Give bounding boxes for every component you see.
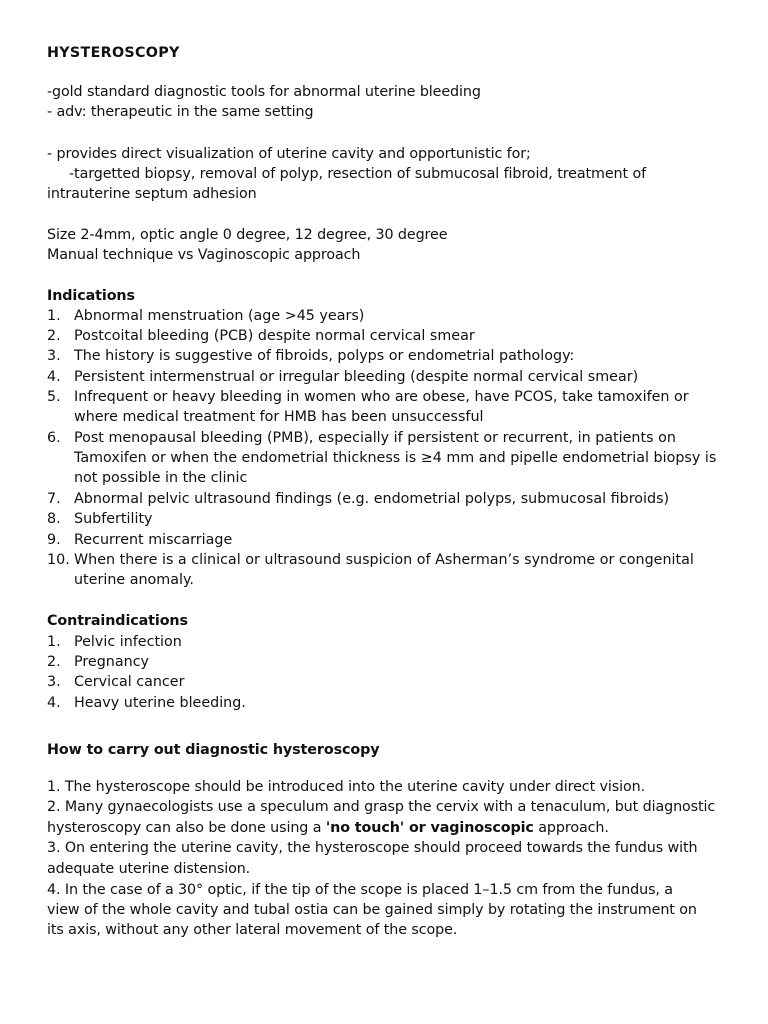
list-item-number: 3. [47,348,61,364]
howto-p2-text-pre: hysteroscopy can also be done using a [47,820,326,836]
howto-p2-text-post: approach. [533,820,609,836]
list-item: Pregnancy [74,654,150,670]
list-item-continuation: Tamoxifen or when the endometrial thickness is ≥4 mm and pipelle endometrial biopsy is [74,450,717,466]
list-item: Subfertility [74,511,153,527]
document-title: HYSTEROSCOPY [47,45,180,61]
list-item: Post menopausal bleeding (PMB), especially if persistent or recurrent, in patients on [74,430,676,446]
list-item: The history is suggestive of fibroids, polyps or endometrial pathology: [74,348,575,364]
contraindications-heading: Contraindications [47,613,188,629]
list-item: When there is a clinical or ultrasound suspicion of Asherman’s syndrome or congenital [74,552,694,568]
list-item: Abnormal pelvic ultrasound findings (e.g. endometrial polyps, submucosal fibroids) [74,491,670,507]
list-item: Pelvic infection [74,634,182,650]
list-item-number: 10. [47,552,70,568]
indications-heading: Indications [47,288,135,304]
intro-line-3: - provides direct visualization of uterine cavity and opportunistic for; [47,146,531,162]
list-item-number: 2. [47,328,61,344]
list-item: Infrequent or heavy bleeding in women who are obese, have PCOS, take tamoxifen or [74,389,689,405]
howto-paragraph-3-line-1: 3. On entering the uterine cavity, the hysteroscope should proceed towards the fundus with [47,840,698,856]
intro-line-7: Manual technique vs Vaginoscopic approach [47,247,361,263]
list-item-number: 2. [47,654,61,670]
list-item-number: 6. [47,430,61,446]
list-item: Cervical cancer [74,674,185,690]
howto-paragraph-4-line-2: view of the whole cavity and tubal ostia can be gained simply by rotating the instrument on [47,902,697,918]
howto-paragraph-1: 1. The hysteroscope should be introduced into the uterine cavity under direct vision. [47,779,646,795]
list-item-number: 4. [47,369,61,385]
list-item-continuation: not possible in the clinic [74,470,248,486]
howto-p2-text-bold: 'no touch' or vaginoscopic [325,820,534,836]
intro-line-2: - adv: therapeutic in the same setting [47,104,314,120]
list-item-number: 1. [47,308,61,324]
list-item-number: 7. [47,491,61,507]
list-item: Postcoital bleeding (PCB) despite normal cervical smear [74,328,475,344]
intro-line-4: -targetted biopsy, removal of polyp, resection of submucosal fibroid, treatment of [69,166,647,182]
howto-paragraph-2-line-2 [47,818,609,838]
howto-paragraph-4-line-1: 4. In the case of a 30° optic, if the tip of the scope is placed 1–1.5 cm from the fundus, a [47,882,673,898]
list-item-number: 3. [47,674,61,690]
list-item-number: 9. [47,532,61,548]
list-item-continuation: where medical treatment for HMB has been unsuccessful [74,409,484,425]
list-item: Recurrent miscarriage [74,532,233,548]
howto-heading: How to carry out diagnostic hysteroscopy [47,742,380,758]
list-item: Abnormal menstruation (age >45 years) [74,308,365,324]
intro-line-6: Size 2-4mm, optic angle 0 degree, 12 degree, 30 degree [47,227,448,243]
list-item-number: 4. [47,695,61,711]
intro-line-5: intrauterine septum adhesion [47,186,257,202]
list-item-number: 5. [47,389,61,405]
howto-paragraph-4-line-3: its axis, without any other lateral movement of the scope. [47,922,458,938]
list-item-number: 1. [47,634,61,650]
list-item: Persistent intermenstrual or irregular bleeding (despite normal cervical smear) [74,369,639,385]
howto-paragraph-3-line-2: adequate uterine distension. [47,861,251,877]
list-item-number: 8. [47,511,61,527]
list-item: Heavy uterine bleeding. [74,695,246,711]
howto-paragraph-2-line-1: 2. Many gynaecologists use a speculum and grasp the cervix with a tenaculum, but diagnostic [47,799,716,815]
intro-line-1: -gold standard diagnostic tools for abnormal uterine bleeding [47,84,481,100]
list-item-continuation: uterine anomaly. [74,572,194,588]
